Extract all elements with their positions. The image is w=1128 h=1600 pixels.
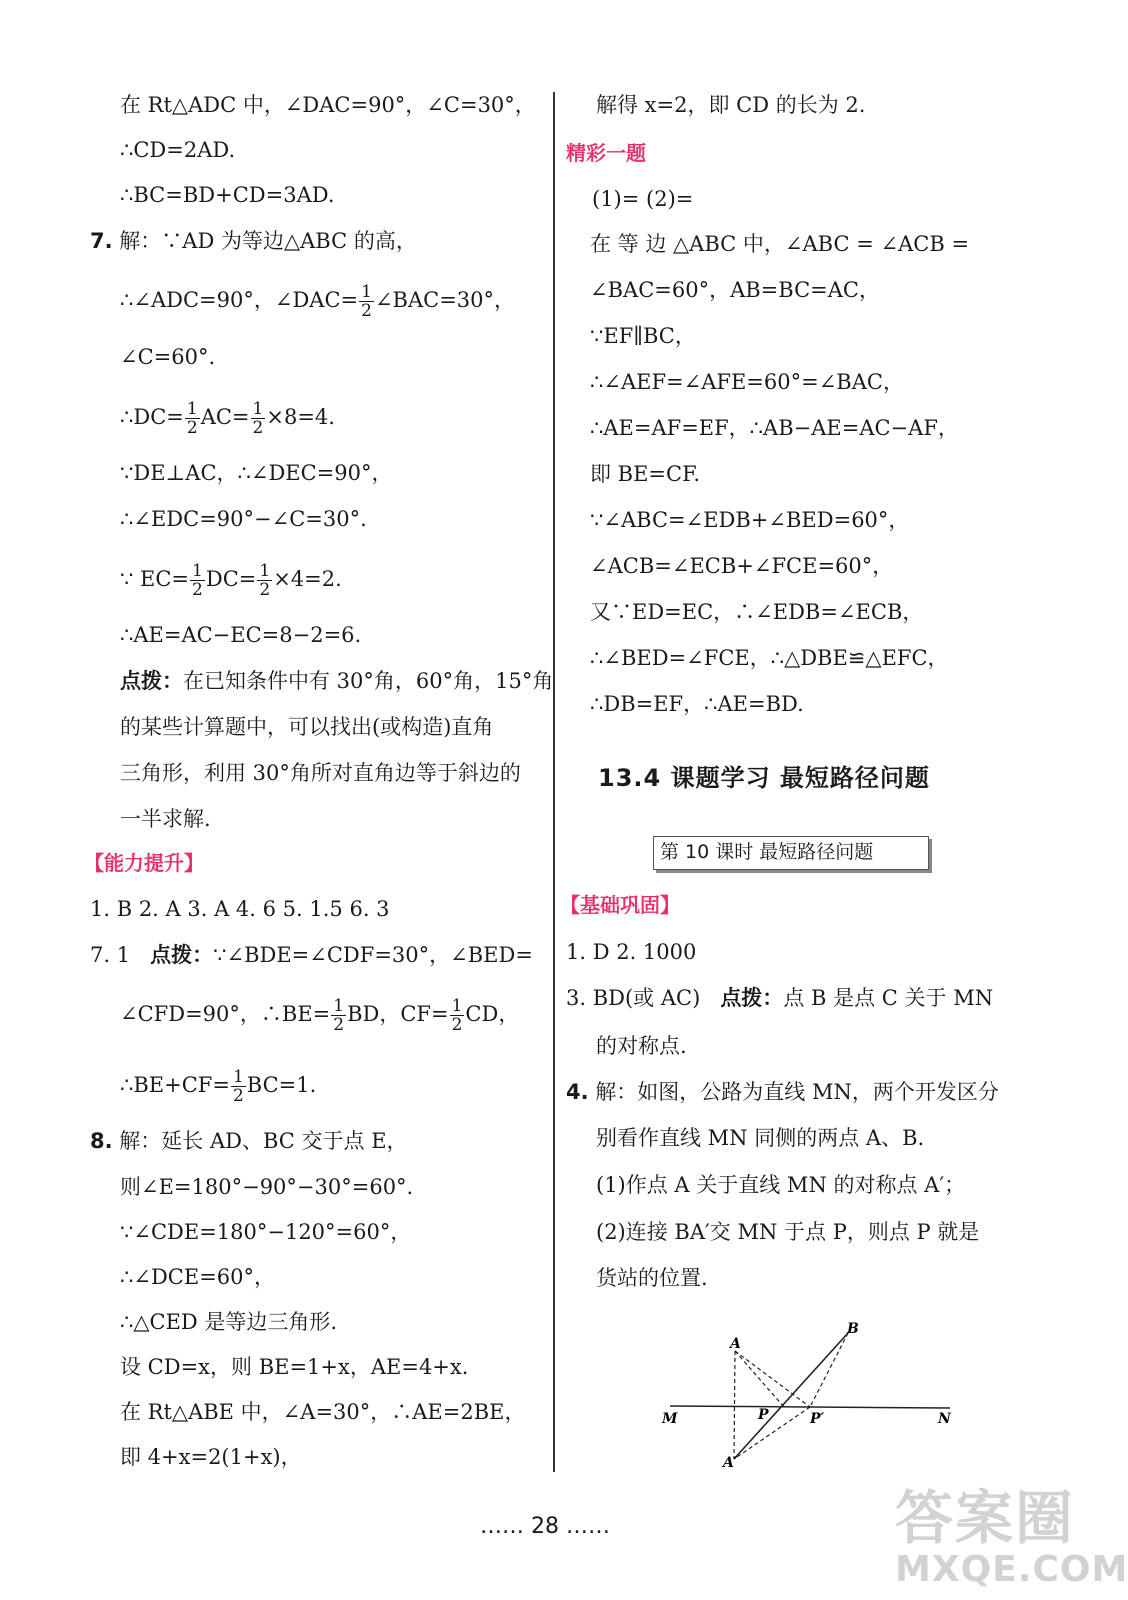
question-4: [566, 1077, 999, 1107]
label-m: M: [662, 1411, 678, 1427]
fraction: [450, 997, 465, 1034]
denominator: 2: [333, 1015, 345, 1035]
text-line: ∴AE=AC−EC=8−2=6.: [120, 623, 362, 647]
text-line: (2)连接 BA′交 MN 于点 P，则点 P 就是: [596, 1220, 980, 1244]
text-line: 则∠E=180°−90°−30°=60°.: [120, 1175, 414, 1199]
text-line: 又∵ED=EC，∴∠EDB=∠ECB，: [590, 600, 924, 624]
text-span: BC=1.: [246, 1073, 317, 1097]
text-span: ∴∠ADC=90°，∠DAC=: [120, 288, 359, 312]
text-span: CD，: [465, 1002, 520, 1026]
text-line: 别看作直线 MN 同侧的两点 A、B.: [596, 1126, 925, 1150]
answers-line: 1. D 2. 1000: [566, 940, 697, 964]
text-span: ∴BE+CF=: [120, 1073, 230, 1097]
text-line: 在 Rt△ADC 中，∠DAC=90°，∠C=30°，: [120, 93, 536, 117]
text-line: ∴DB=EF，∴AE=BD.: [590, 692, 804, 716]
text-line: 在 等 边 △ABC 中，∠ABC = ∠ACB =: [590, 232, 970, 256]
text-line-with-fraction: [120, 997, 519, 1034]
text-span: ∠CFD=90°，∴BE=: [120, 1002, 331, 1026]
question-number: 7.: [90, 229, 113, 253]
text-line: ∴∠EDC=90°−∠C=30°.: [120, 507, 367, 531]
text-line: 一半求解.: [120, 807, 211, 831]
text-line: 解：∵AD 为等边△ABC 的高，: [119, 229, 417, 253]
tip-label: 点拨：: [120, 669, 183, 693]
text-span: 解：延长 AD、BC 交于点 E，: [119, 1129, 408, 1153]
answer: 3. BD(或 AC): [566, 986, 701, 1010]
watermark-logo: [895, 1486, 1128, 1590]
text-line: ∴AE=AF=EF，∴AB−AE=AC−AF，: [590, 416, 959, 440]
label-p: P: [758, 1407, 769, 1423]
text-span: ×8=4.: [266, 405, 335, 429]
numerator: 1: [186, 399, 198, 419]
denominator: 2: [259, 580, 271, 600]
text-line: ∵DE⊥AC，∴∠DEC=90°，: [120, 461, 393, 485]
text-line: 即 4+x=2(1+x)，: [120, 1445, 302, 1469]
text-line: ∠C=60°.: [120, 345, 216, 369]
text-span: 解：如图，公路为直线 MN，两个开发区分: [595, 1080, 999, 1104]
text-span: 在已知条件中有 30°角，60°角，15°角: [183, 669, 554, 693]
answers-line: 1. B 2. A 3. A 4. 6 5. 1.5 6. 3: [90, 897, 390, 921]
denominator: 2: [252, 418, 264, 438]
label-b: B: [847, 1321, 859, 1337]
text-line: (1)作点 A 关于直线 MN 的对称点 A′；: [596, 1173, 966, 1197]
question-number: 8.: [90, 1129, 113, 1153]
question-8: [90, 1126, 408, 1156]
label-a-prime: A′: [723, 1455, 738, 1471]
text-line: ∴△CED 是等边三角形.: [120, 1310, 338, 1334]
section-heading-ability: 【能力提升】: [84, 851, 204, 875]
text-span: ∴DC=: [120, 405, 184, 429]
question-7: [90, 226, 417, 256]
dashed-b-p-prime: [810, 1333, 848, 1407]
text-line-with-fraction: [120, 400, 335, 437]
text-line: 在 Rt△ABE 中，∠A=30°，∴AE=2BE，: [120, 1400, 526, 1424]
text-line: 的某些计算题中，可以找出(或构造)直角: [120, 715, 494, 739]
fraction: [331, 997, 346, 1034]
numerator: 1: [252, 399, 264, 419]
section-heading-wonder: 精彩一题: [566, 141, 646, 165]
denominator: 2: [232, 1086, 244, 1106]
tip-label: 点拨：: [150, 943, 214, 967]
shortest-path-figure: [650, 1315, 960, 1475]
text-line: 的对称点.: [596, 1034, 687, 1058]
numerator: 1: [232, 1067, 244, 1087]
tip-paragraph: [120, 666, 553, 696]
section-heading-basic: 【基础巩固】: [560, 893, 680, 917]
text-line: ∴CD=2AD.: [120, 138, 236, 162]
text-span: 点 B 是点 C 关于 MN: [783, 986, 994, 1010]
numerator: 1: [333, 996, 345, 1016]
segment-b-a-prime: [734, 1333, 848, 1459]
fraction: [185, 400, 200, 437]
label-p-prime: P′: [810, 1411, 825, 1427]
text-span: AC=: [200, 405, 250, 429]
denominator: 2: [451, 1015, 463, 1035]
watermark-text: 答案圈: [895, 1484, 1076, 1552]
text-span: ∠BAC=30°，: [374, 288, 516, 312]
dashed-a-p: [735, 1351, 784, 1407]
text-line: 三角形，利用 30°角所对直角边等于斜边的: [120, 761, 521, 785]
lesson-label-box: 第 10 课时 最短路径问题: [653, 836, 929, 870]
question-number: 4.: [566, 1080, 589, 1104]
answer: 7. 1: [90, 943, 131, 967]
denominator: 2: [186, 418, 198, 438]
numerator: 1: [192, 561, 203, 581]
section-title: 13.4 课题学习 最短路径问题: [598, 764, 930, 792]
text-line: ∴∠AEF=∠AFE=60°=∠BAC，: [590, 370, 904, 394]
text-line: ∵∠ABC=∠EDB+∠BED=60°，: [590, 508, 910, 532]
text-line: ∵∠CDE=180°−120°=60°，: [120, 1220, 412, 1244]
dashed-a-p-prime: [735, 1351, 810, 1407]
text-line: ∵EF∥BC，: [590, 324, 696, 348]
text-line: ∴∠DCE=60°，: [120, 1265, 276, 1289]
numerator: 1: [451, 996, 463, 1016]
fraction: [231, 1068, 246, 1105]
text-line-with-fraction: [120, 283, 515, 320]
fraction: [359, 283, 374, 320]
dashed-p-prime-a-prime: [734, 1407, 810, 1459]
dashed-a-a-prime: [734, 1351, 735, 1459]
text-line: 货站的位置.: [596, 1266, 708, 1290]
text-span: DC=: [205, 567, 257, 591]
text-line: ∠BAC=60°，AB=BC=AC，: [590, 278, 880, 302]
text-line: ∴BC=BD+CD=3AD.: [120, 183, 335, 207]
page-number: …… 28 ……: [480, 1514, 610, 1539]
text-line: 设 CD=x，则 BE=1+x，AE=4+x.: [120, 1355, 469, 1379]
fraction: [257, 562, 272, 599]
fraction: [251, 400, 266, 437]
denominator: 2: [192, 580, 203, 600]
text-line: 解得 x=2，即 CD 的长为 2.: [596, 93, 866, 117]
text-line: ∠ACB=∠ECB+∠FCE=60°，: [590, 554, 894, 578]
question-7b: [90, 940, 533, 970]
text-line: 即 BE=CF.: [590, 462, 701, 486]
text-span: ∵∠BDE=∠CDF=30°，∠BED=: [213, 943, 533, 967]
text-line: ∴∠BED=∠FCE，∴△DBE≌△EFC，: [590, 646, 949, 670]
text-line-with-fraction: [120, 562, 342, 599]
question-3: [566, 983, 993, 1013]
column-divider: [553, 92, 555, 1472]
label-n: N: [938, 1411, 951, 1427]
fraction: [190, 562, 205, 599]
text-line-with-fraction: [120, 1068, 316, 1105]
text-span: ×4=2.: [273, 567, 342, 591]
numerator: 1: [361, 282, 372, 302]
denominator: 2: [361, 301, 372, 321]
tip-label: 点拨：: [720, 986, 784, 1010]
numerator: 1: [259, 561, 271, 581]
label-a: A: [730, 1336, 741, 1352]
text-line: (1)= (2)=: [592, 187, 694, 211]
text-span: BD，CF=: [347, 1002, 449, 1026]
watermark-url: MXQE.COM: [895, 1549, 1128, 1590]
text-span: ∵ EC=: [120, 567, 190, 591]
